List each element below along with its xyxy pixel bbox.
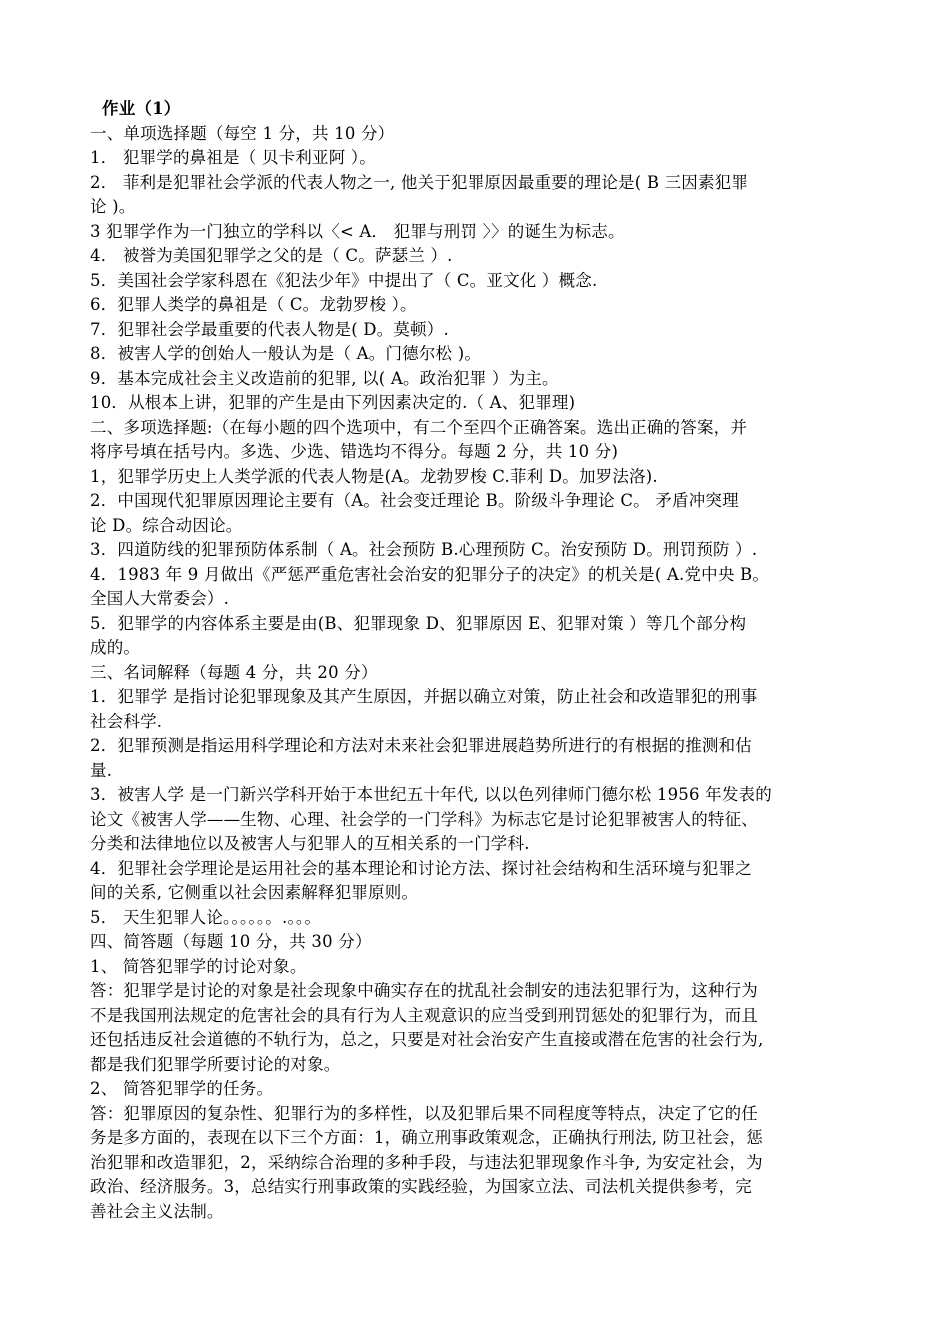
text-line: 将序号填在括号内。多选、少选、错选均不得分。每题 2 分，共 10 分) (90, 442, 619, 461)
text-line: 答：犯罪原因的复杂性、犯罪行为的多样性，以及犯罪后果不同程度等特点，决定了它的任 (90, 1103, 758, 1123)
text-line: 1、 简答犯罪学的讨论对象。 (90, 956, 307, 976)
text-line: 社会科学. (90, 711, 163, 731)
text-line: 治犯罪和改造罪犯，2，采纳综合治理的多种手段，与违法犯罪现象作斗争, 为安定社会，为 (90, 1152, 763, 1172)
text-line: 论 )。 (90, 197, 136, 216)
text-line: 三、名词解释（每题 4 分，共 20 分） (90, 662, 378, 682)
text-line: 一、单项选择题（每空 1 分，共 10 分） (90, 123, 395, 143)
text-line: 4．犯罪社会学理论是运用社会的基本理论和讨论方法、探讨社会结构和生活环境与犯罪之 (90, 858, 752, 878)
text-line: 答：犯罪学是讨论的对象是社会现象中确实存在的扰乱社会制安的违法犯罪行为，这种行为 (90, 981, 758, 1000)
text-line: 间的关系, 它侧重以社会因素解释犯罪原则。 (90, 883, 419, 902)
text-line: 4． 被誉为美国犯罪学之父的是（ C。萨瑟兰 ）. (90, 246, 453, 265)
text-line: 3．被害人学 是一门新兴学科开始于本世纪五十年代, 以以色列律师门德尔松 1956 年发表的 (90, 785, 772, 804)
text-line: 3 犯罪学作为一门独立的学科以〈< A． 犯罪与刑罚 〉〉的诞生为标志。 (90, 221, 625, 241)
text-line: 论 D。综合动因论。 (90, 515, 243, 535)
text-line: 都是我们犯罪学所要讨论的对象。 (90, 1054, 341, 1074)
text-line: 2．犯罪预测是指运用科学理论和方法对未来社会犯罪进展趋势所进行的有根据的推测和估 (90, 736, 752, 755)
text-line: 论文《被害人学——生物、心理、社会学的一门学科》为标志它是讨论犯罪被害人的特征、 (90, 809, 758, 829)
text-line: 四、简答题（每题 10 分，共 30 分） (90, 932, 372, 951)
text-line: 5．犯罪学的内容体系主要是由(B、犯罪现象 D、犯罪原因 E、犯罪对策 ）等几个部分构 (90, 613, 747, 633)
text-line: 5． 天生犯罪人论。。。。。。.。。。 (90, 907, 322, 927)
text-line: 成的。 (90, 638, 141, 657)
text-line: 还包括违反社会道德的不轨行为，总之，只要是对社会治安产生直接或潜在危害的社会行为, (90, 1030, 764, 1049)
text-line: 6．犯罪人类学的鼻祖是（ C。龙勃罗梭 ）。 (90, 295, 417, 314)
text-line: 务是多方面的，表现在以下三个方面：1，确立刑事政策观念，正确执行刑法, 防卫社会，惩 (90, 1128, 763, 1147)
text-line: 2．中国现代犯罪原因理论主要有（A。社会变迁理论 B。阶级斗争理论 C。 矛盾冲突理 (90, 491, 739, 510)
text-line: 7．犯罪社会学最重要的代表人物是( D。莫顿）. (90, 319, 449, 339)
text-line: 2． 菲利是犯罪社会学派的代表人物之一, 他关于犯罪原因最重要的理论是( B 三因素犯罪 (90, 172, 749, 192)
text-line: 4．1983 年 9 月做出《严惩严重危害社会治安的犯罪分子的决定》的机关是( A.党中央 B。 (90, 564, 770, 584)
text-line: 9．基本完成社会主义改造前的犯罪, 以( A。政治犯罪 ）为主。 (90, 368, 559, 388)
text-line: 全国人大常委会）. (90, 589, 230, 608)
document-body (90, 97, 860, 1224)
text-line: 10．从根本上讲，犯罪的产生是由下列因素决定的.（ A、犯罪理) (90, 393, 576, 412)
text-line: 1，犯罪学历史上人类学派的代表人物是(A。龙勃罗梭 C.菲利 D。加罗法洛). (90, 466, 658, 486)
text-line: 1． 犯罪学的鼻祖是（ 贝卡利亚阿 ）。 (90, 148, 376, 167)
text-line: 8．被害人学的创始人一般认为是（ A。门德尔松 )。 (90, 344, 482, 363)
text-line: 量. (90, 760, 113, 780)
text-line: 1．犯罪学 是指讨论犯罪现象及其产生原因，并据以确立对策，防止社会和改造罪犯的刑事 (90, 687, 758, 706)
text-line: 二、多项选择题:（在每小题的四个选项中，有二个至四个正确答案。选出正确的答案，并 (90, 417, 748, 437)
text-line: 善社会主义法制。 (90, 1201, 224, 1221)
text-line: 3．四道防线的犯罪预防体系制（ A。社会预防 B.心理预防 C。治安预防 D。刑罚预防 ）. (90, 540, 758, 559)
text-line: 2、 简答犯罪学的任务。 (90, 1079, 274, 1098)
document-title: 作业（1） (102, 99, 181, 118)
text-line: 分类和法律地位以及被害人与犯罪人的互相关系的一门学科. (90, 834, 530, 853)
text-line: 5．美国社会学家科恩在《犯法少年》中提出了（ C。亚文化 ）概念. (90, 270, 598, 290)
text-line: 政治、经济服务。3，总结实行刑事政策的实践经验，为国家立法、司法机关提供参考，完 (90, 1177, 752, 1196)
text-line: 不是我国刑法规定的危害社会的具有行为人主观意识的应当受到刑罚惩处的犯罪行为，而且 (90, 1005, 758, 1025)
